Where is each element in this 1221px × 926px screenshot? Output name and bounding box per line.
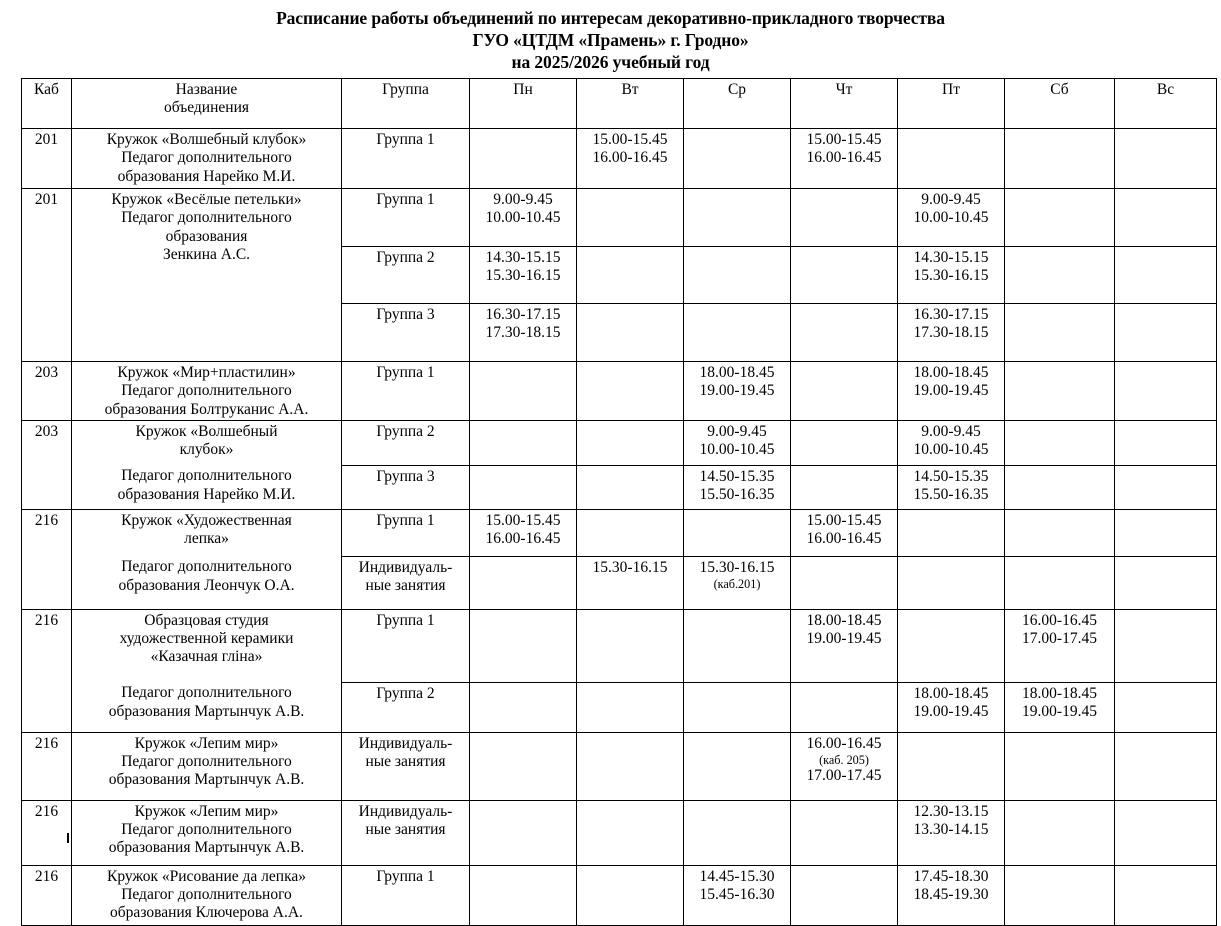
cell-wednesday-time: 18.00-18.45 19.00-19.45 <box>684 362 791 421</box>
table-row <box>22 189 1217 247</box>
cell-monday-time <box>470 362 577 421</box>
cell-club-name: Кружок «Волшебный клубок» <box>72 420 342 465</box>
table-row <box>22 509 1217 556</box>
title-line-2: ГУО «ЦТДМ «Прамень» г. Гродно» <box>472 30 749 50</box>
cell-tuesday-time <box>577 609 684 682</box>
cell-saturday-time <box>1005 420 1115 465</box>
cell-friday-time <box>898 129 1005 189</box>
cell-saturday-time: 18.00-18.45 19.00-19.45 <box>1005 682 1115 732</box>
cell-sunday-time <box>1115 732 1217 800</box>
header-saturday: Сб <box>1005 79 1115 129</box>
header-sunday: Вс <box>1115 79 1217 129</box>
page-edge-mark <box>67 833 69 843</box>
header-name <box>72 79 342 129</box>
cell-friday-time: 14.30-15.15 15.30-16.15 <box>898 247 1005 304</box>
header-group: Группа <box>342 79 470 129</box>
cell-club-name: Кружок «Лепим мир» Педагог дополнительного образования Мартынчук А.В. <box>72 732 342 800</box>
cell-wednesday-time: 15.30-16.15 (каб.201) <box>684 556 791 609</box>
cell-group: Группа 3 <box>342 304 470 362</box>
cell-wednesday-time: 14.50-15.35 15.50-16.35 <box>684 465 791 509</box>
header-name-line1: Название <box>175 81 238 98</box>
cell-group: Индивидуаль- ные занятия <box>342 556 470 609</box>
cell-thursday-time: 18.00-18.45 19.00-19.45 <box>791 609 898 682</box>
cell-thursday-time: 16.00-16.45 (каб. 205) 17.00-17.45 <box>791 732 898 800</box>
cell-tuesday-time <box>577 247 684 304</box>
cell-group: Группа 1 <box>342 362 470 421</box>
cell-saturday-time <box>1005 509 1115 556</box>
cell-friday-time <box>898 732 1005 800</box>
cell-friday-time: 9.00-9.45 10.00-10.45 <box>898 189 1005 247</box>
cell-room-number: 216 <box>22 509 72 609</box>
cell-thursday-time <box>791 189 898 247</box>
cell-thursday-time <box>791 420 898 465</box>
cell-group: Индивидуаль- ные занятия <box>342 732 470 800</box>
cell-wednesday-time <box>684 247 791 304</box>
cell-group: Группа 1 <box>342 129 470 189</box>
table-row <box>22 609 1217 682</box>
cell-club-name: Педагог дополнительного образования Мартынчук А.В. <box>72 682 342 732</box>
cell-sunday-time <box>1115 420 1217 465</box>
header-wednesday: Ср <box>684 79 791 129</box>
cell-wednesday-time <box>684 304 791 362</box>
schedule-table <box>21 78 1217 926</box>
cell-tuesday-time <box>577 800 684 865</box>
cell-wednesday-time <box>684 682 791 732</box>
cell-friday-time <box>898 509 1005 556</box>
cell-thursday-time <box>791 304 898 362</box>
cell-saturday-time <box>1005 556 1115 609</box>
table-row <box>22 682 1217 732</box>
cell-saturday-time: 16.00-16.45 17.00-17.45 <box>1005 609 1115 682</box>
cell-friday-time: 16.30-17.15 17.30-18.15 <box>898 304 1005 362</box>
cell-monday-time <box>470 465 577 509</box>
cell-club-name: Кружок «Лепим мир» Педагог дополнительного образования Мартынчук А.В. <box>72 800 342 865</box>
cell-monday-time <box>470 609 577 682</box>
cell-club-name: Образцовая студия художественной керамики «Казачная гліна» <box>72 609 342 682</box>
cell-sunday-time <box>1115 247 1217 304</box>
cell-club-name: Кружок «Рисование да лепка» Педагог дополнительного образования Ключерова А.А. <box>72 865 342 925</box>
cell-monday-time: 16.30-17.15 17.30-18.15 <box>470 304 577 362</box>
cell-friday-time <box>898 556 1005 609</box>
cell-club-name: Педагог дополнительного образования Нарейко М.И. <box>72 465 342 509</box>
table-row <box>22 556 1217 609</box>
cell-thursday-time <box>791 556 898 609</box>
table-row <box>22 800 1217 865</box>
cell-tuesday-time <box>577 362 684 421</box>
table-row <box>22 865 1217 925</box>
cell-thursday-time <box>791 865 898 925</box>
cell-saturday-time <box>1005 247 1115 304</box>
cell-wednesday-time <box>684 609 791 682</box>
cell-saturday-time <box>1005 304 1115 362</box>
cell-sunday-time <box>1115 362 1217 421</box>
cell-friday-time: 9.00-9.45 10.00-10.45 <box>898 420 1005 465</box>
table-header-row <box>22 79 1217 129</box>
cell-saturday-time <box>1005 129 1115 189</box>
cell-tuesday-time: 15.00-15.45 16.00-16.45 <box>577 129 684 189</box>
cell-group: Группа 3 <box>342 465 470 509</box>
table-row <box>22 465 1217 509</box>
cell-room-number: 201 <box>22 129 72 189</box>
cell-sunday-time <box>1115 865 1217 925</box>
cell-group: Группа 2 <box>342 682 470 732</box>
cell-thursday-time <box>791 465 898 509</box>
cell-tuesday-time: 15.30-16.15 <box>577 556 684 609</box>
cell-saturday-time <box>1005 465 1115 509</box>
cell-room-number: 216 <box>22 865 72 925</box>
cell-tuesday-time <box>577 304 684 362</box>
cell-sunday-time <box>1115 556 1217 609</box>
cell-monday-time <box>470 556 577 609</box>
cell-sunday-time <box>1115 304 1217 362</box>
table-row <box>22 362 1217 421</box>
header-name-line2: объединения <box>163 99 249 117</box>
cell-tuesday-time <box>577 509 684 556</box>
cell-friday-time: 14.50-15.35 15.50-16.35 <box>898 465 1005 509</box>
title-line-1: Расписание работы объединений по интересам декоративно-прикладного творчества <box>276 8 945 28</box>
cell-thursday-time: 15.00-15.45 16.00-16.45 <box>791 509 898 556</box>
cell-friday-time: 18.00-18.45 19.00-19.45 <box>898 682 1005 732</box>
cell-room-number: 201 <box>22 189 72 362</box>
header-friday: Пт <box>898 79 1005 129</box>
cell-club-name: Кружок «Волшебный клубок» Педагог дополнительного образования Нарейко М.И. <box>72 129 342 189</box>
cell-sunday-time <box>1115 465 1217 509</box>
cell-saturday-time <box>1005 362 1115 421</box>
cell-monday-time <box>470 129 577 189</box>
cell-saturday-time <box>1005 189 1115 247</box>
cell-monday-time <box>470 865 577 925</box>
cell-tuesday-time <box>577 732 684 800</box>
cell-wednesday-time <box>684 800 791 865</box>
cell-thursday-time <box>791 800 898 865</box>
cell-sunday-time <box>1115 800 1217 865</box>
cell-room-number: 203 <box>22 362 72 421</box>
cell-sunday-time <box>1115 129 1217 189</box>
header-thursday: Чт <box>791 79 898 129</box>
cell-monday-time <box>470 682 577 732</box>
header-kab: Каб <box>22 79 72 129</box>
cell-monday-time <box>470 420 577 465</box>
cell-friday-time: 18.00-18.45 19.00-19.45 <box>898 362 1005 421</box>
title-line-3: на 2025/2026 учебный год <box>511 52 710 72</box>
cell-wednesday-time <box>684 732 791 800</box>
cell-monday-time: 9.00-9.45 10.00-10.45 <box>470 189 577 247</box>
cell-wednesday-time <box>684 189 791 247</box>
header-tuesday: Вт <box>577 79 684 129</box>
cell-monday-time: 15.00-15.45 16.00-16.45 <box>470 509 577 556</box>
cell-saturday-time <box>1005 732 1115 800</box>
cell-thursday-time <box>791 682 898 732</box>
cell-tuesday-time <box>577 465 684 509</box>
table-row <box>22 129 1217 189</box>
cell-friday-time: 17.45-18.30 18.45-19.30 <box>898 865 1005 925</box>
cell-club-name: Педагог дополнительного образования Леончук О.А. <box>72 556 342 609</box>
table-row <box>22 732 1217 800</box>
header-monday: Пн <box>470 79 577 129</box>
cell-wednesday-time <box>684 509 791 556</box>
cell-sunday-time <box>1115 682 1217 732</box>
cell-friday-time <box>898 609 1005 682</box>
cell-room-number: 216 <box>22 732 72 800</box>
cell-saturday-time <box>1005 800 1115 865</box>
table-body <box>22 129 1217 926</box>
cell-friday-time: 12.30-13.15 13.30-14.15 <box>898 800 1005 865</box>
cell-tuesday-time <box>577 865 684 925</box>
cell-club-name: Кружок «Весёлые петельки» Педагог дополнительного образования Зенкина А.С. <box>72 189 342 362</box>
cell-thursday-time <box>791 247 898 304</box>
cell-thursday-time <box>791 362 898 421</box>
cell-group: Индивидуаль- ные занятия <box>342 800 470 865</box>
cell-saturday-time <box>1005 865 1115 925</box>
cell-tuesday-time <box>577 420 684 465</box>
document-title <box>0 0 1221 73</box>
cell-room-note: (каб. 205) <box>819 753 869 768</box>
cell-group: Группа 1 <box>342 609 470 682</box>
cell-group: Группа 2 <box>342 420 470 465</box>
cell-room-note: (каб.201) <box>713 577 761 592</box>
cell-wednesday-time: 14.45-15.30 15.45-16.30 <box>684 865 791 925</box>
cell-club-name: Кружок «Мир+пластилин» Педагог дополнительного образования Болтруканис А.А. <box>72 362 342 421</box>
cell-sunday-time <box>1115 609 1217 682</box>
cell-sunday-time <box>1115 189 1217 247</box>
cell-group: Группа 2 <box>342 247 470 304</box>
cell-wednesday-time: 9.00-9.45 10.00-10.45 <box>684 420 791 465</box>
cell-club-name: Кружок «Художественная лепка» <box>72 509 342 556</box>
cell-sunday-time <box>1115 509 1217 556</box>
cell-tuesday-time <box>577 189 684 247</box>
cell-room-number: 203 <box>22 420 72 509</box>
cell-group: Группа 1 <box>342 865 470 925</box>
cell-group: Группа 1 <box>342 189 470 247</box>
cell-room-number: 216 <box>22 609 72 732</box>
table-row <box>22 420 1217 465</box>
cell-monday-time <box>470 800 577 865</box>
cell-group: Группа 1 <box>342 509 470 556</box>
cell-monday-time: 14.30-15.15 15.30-16.15 <box>470 247 577 304</box>
cell-thursday-time: 15.00-15.45 16.00-16.45 <box>791 129 898 189</box>
cell-monday-time <box>470 732 577 800</box>
cell-wednesday-time <box>684 129 791 189</box>
cell-tuesday-time <box>577 682 684 732</box>
cell-room-number: 216 <box>22 800 72 865</box>
